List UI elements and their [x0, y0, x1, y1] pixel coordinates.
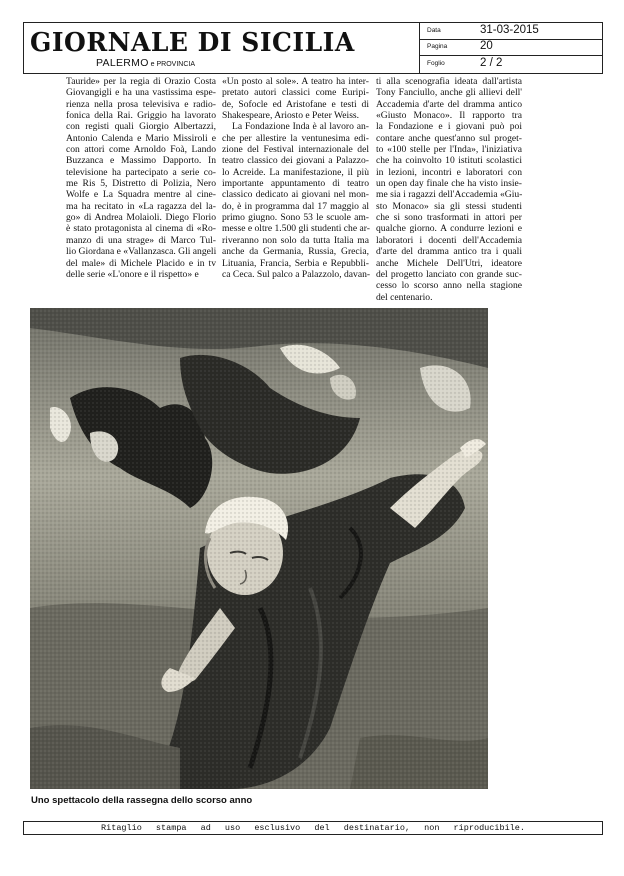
edition-label	[96, 57, 195, 69]
article-line: delle serie «L'onore e il rispetto» e	[66, 268, 199, 280]
article-line: che si sono trasformati in attori per	[376, 212, 522, 224]
clipping-disclaimer: Ritaglio stampa ad uso esclusivo del destinatario, non riproducibile.	[23, 821, 603, 835]
article-line: «Un posto al sole». A teatro ha inter-	[222, 76, 369, 87]
article-line: to «100 stelle per l'Inda», l'iniziativa	[376, 144, 522, 156]
masthead-box	[24, 23, 420, 73]
page-header	[23, 22, 603, 74]
article-line: Tauride» per la regia di Orazio Costa	[66, 76, 216, 87]
article-line: «Giusto Monaco». Il rapporto tra	[376, 110, 522, 122]
article-line: me sia i ragazzi dell'Accademia «Giu-	[376, 189, 523, 201]
article-line: un open day finale che ha visto insie-	[376, 178, 522, 190]
article-line: qualche giorno. A condurre lezioni e	[376, 223, 522, 235]
meta-page	[420, 39, 602, 56]
article-line: Accademia d'arte del dramma antico	[376, 98, 522, 110]
meta-sheet	[420, 56, 602, 72]
article-line: cesso lo scorso anno nella stagione	[376, 280, 522, 292]
article-line: Tony Fanciullo, anche gli allievi dell'	[376, 87, 522, 99]
article-line: fonica della Rai. Griggio ha lavorato	[66, 110, 216, 122]
article-line: rienza nella prosa televisiva e radio-	[66, 98, 216, 110]
clipping-meta	[420, 23, 602, 73]
photo-caption: Uno spettacolo della rassegna dello scorso anno	[31, 795, 253, 806]
article-line: anche Michele Dell'Utri, ideatore	[376, 257, 522, 269]
article-line: contare anche quest'anno sul proget-	[376, 132, 522, 144]
meta-date-value: 31-03-2015	[480, 24, 539, 36]
article-photo	[30, 308, 488, 789]
edition-suffix: e PROVINCIA	[150, 61, 196, 68]
article-line: in lezioni, incontri e laboratori con	[376, 166, 522, 178]
masthead: GIORNALE DI SICILIA	[30, 27, 355, 58]
article-line: anche da Germania, Russia, Grecia,	[222, 246, 369, 258]
article-line: primo giugno. Sono 53 le scuole am-	[222, 212, 369, 224]
article-line: teatro classico dei giovani a Palazzo-	[222, 155, 369, 167]
article-line: televisione ha partecipato a serie co-	[66, 166, 216, 178]
article-line: importante appuntamento di teatro	[222, 178, 369, 190]
article-line: del male» di Michele Placido e in tv	[66, 257, 216, 269]
article-line: ti alla scenografia ideata dall'artista	[376, 76, 522, 87]
article-line: Wolfe e La Squadra mentre al cine-	[66, 189, 216, 201]
edition-city: PALERMO	[96, 57, 149, 69]
article-line: Lituania, Francia, Serbia e Repubbli-	[222, 257, 369, 269]
article-line: che per allestire la ventunesima edi-	[222, 132, 369, 144]
article-line: con registi quali Giorgio Albertazzi,	[66, 121, 216, 133]
article-line: lio Giordana e «Vallanzasca. Gli angeli	[66, 246, 217, 258]
article-line: manzo di una strage» di Marco Tul-	[66, 234, 216, 246]
meta-sheet-value: 2 / 2	[480, 57, 503, 69]
article-line: sto Monaco» sia gli stessi studenti	[376, 200, 522, 212]
article-line: che ha coinvolto 10 istituti scolastici	[376, 155, 522, 167]
article-column-3	[376, 76, 522, 303]
article-line: Antonio Calenda e Mario Missiroli e	[66, 132, 216, 144]
article-line: go» di Andrea Molaioli. Diego Florio	[66, 212, 216, 224]
article-line: laboratori i docenti dell'Accademia	[376, 234, 522, 246]
article-line: zione del Festival internazionale del	[222, 144, 369, 156]
article-line: la Fondazione e i giovani può poi	[376, 121, 522, 133]
meta-date-label: Data	[427, 27, 441, 34]
article-line: con attori come Arnoldo Foà, Lando	[66, 144, 216, 156]
article-line: do, è in programma dal 17 maggio al	[222, 200, 369, 212]
article-line: me Ris 5, Distretto di Polizia, Nero	[66, 178, 216, 190]
article-line: classico dedicato ai giovani nel mon-	[222, 189, 369, 201]
article-line: del centenario.	[376, 291, 433, 303]
article-line: La Fondazione Inda è al lavoro an-	[232, 121, 369, 133]
article-line: pretato autori classici come Euripi-	[222, 87, 369, 99]
article-column-1	[66, 76, 216, 280]
article-line: è stato protagonista al cinema di «Ro-	[66, 223, 216, 235]
meta-date	[420, 23, 602, 40]
article-line: Giovangigli e ha una vastissima espe-	[66, 87, 216, 99]
article-line: d'arte del dramma antico tra i quali	[376, 246, 522, 258]
article-line: Shakespeare, Ariosto e Peter Weiss.	[222, 110, 360, 122]
article-line: del progetto lanciato con grande suc-	[376, 268, 522, 280]
article-line: lo Acreide. La manifestazione, il più	[222, 166, 369, 178]
article-line: messe e oltre 1.500 gli studenti che ar-	[222, 223, 370, 235]
article-line: Buzzanca e Massimo Dapporto. In	[66, 155, 216, 167]
article-line: de, Sofocle ed Aristofane e testi di	[222, 98, 369, 110]
meta-page-label: Pagina	[427, 43, 448, 50]
article-column-2	[222, 76, 369, 280]
article-line: ma ha recitato in «La ragazza del la-	[66, 200, 216, 212]
article-line: ca Ceca. Sul palco a Palazzolo, davan-	[222, 268, 371, 280]
meta-page-value: 20	[480, 40, 493, 52]
meta-sheet-label: Foglio	[427, 60, 445, 67]
article-line: riveranno non solo da tutta Italia ma	[222, 234, 369, 246]
